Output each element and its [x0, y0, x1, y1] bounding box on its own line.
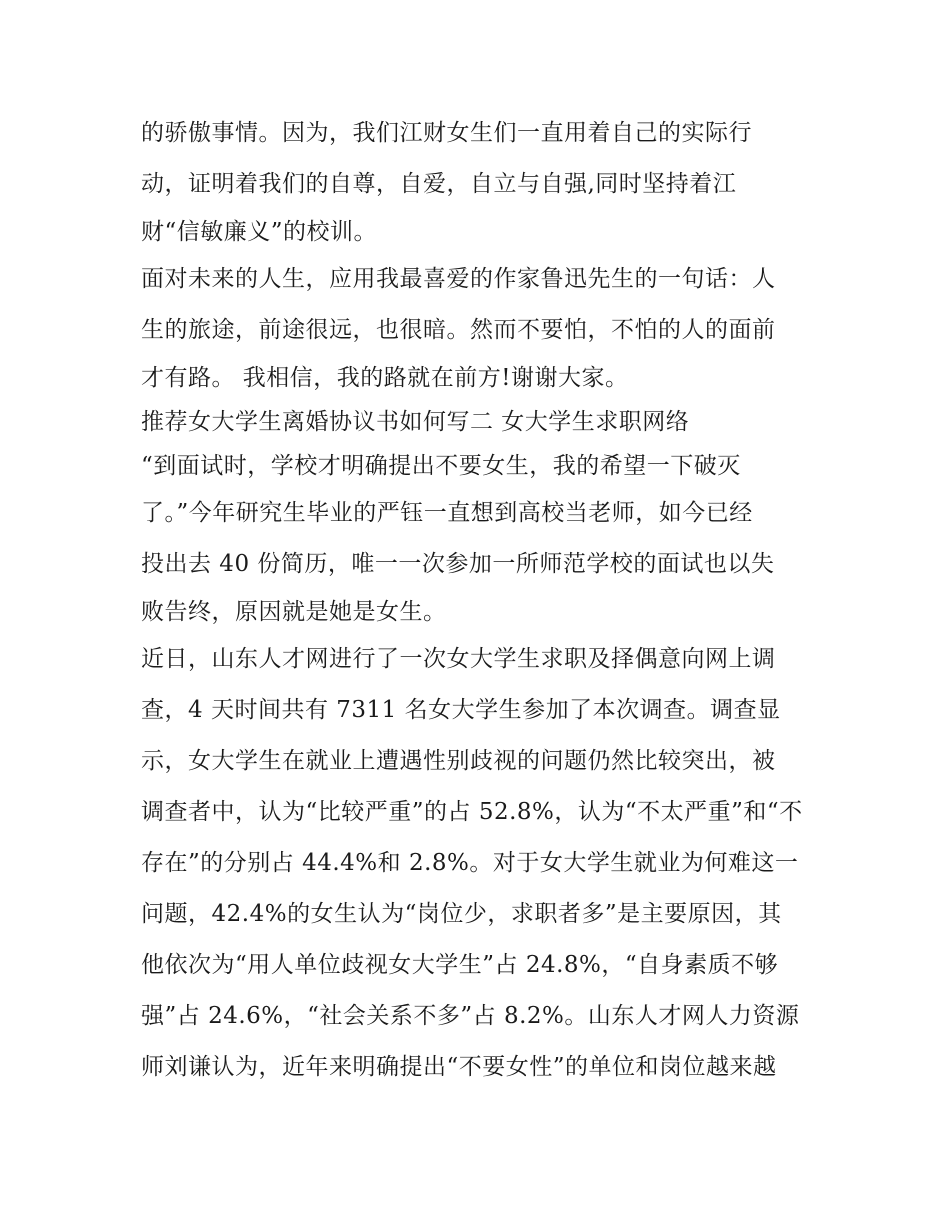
- text-line-6: 才有路。 我相信，我的路就在前方!谢谢大家。: [141, 365, 629, 391]
- text-line-18: 他依次为“用人单位歧视女大学生”占 24.8%，“自身素质不够: [141, 952, 779, 978]
- text-line-4: 面对未来的人生，应用我最喜爱的作家鲁迅先生的一句话：人: [141, 266, 776, 292]
- text-line-1: 的骄傲事情。因为，我们江财女生们一直用着自己的实际行: [141, 120, 752, 146]
- text-line-11: 败告终，原因就是她是女生。: [141, 599, 447, 625]
- text-line-12: 近日，山东人才网进行了一次女大学生求职及择偶意向网上调: [141, 646, 776, 672]
- text-line-9: 了。”今年研究生毕业的严钰一直想到高校当老师，如今已经: [141, 500, 753, 526]
- text-line-2: 动，证明着我们的自尊，自爱，自立与自强,同时坚持着江: [141, 171, 737, 197]
- text-line-3: 财“信敏廉义”的校训。: [141, 219, 378, 245]
- body-text: [141, 108, 821, 1093]
- text-line-14: 示，女大学生在就业上遭遇性别歧视的问题仍然比较突出，被: [141, 748, 776, 774]
- text-line-19: 强”占 24.6%，“社会关系不多”占 8.2%。山东人才网人力资源: [141, 1003, 800, 1029]
- text-line-10: 投出去 40 份简历，唯一一次参加一所师范学校的面试也以失: [141, 551, 775, 577]
- text-line-5: 生的旅途，前途很远，也很暗。然而不要怕，不怕的人的面前: [141, 317, 776, 343]
- text-line-8: “到面试时，学校才明确提出不要女生，我的希望一下破灭: [141, 453, 741, 479]
- text-line-17: 问题，42.4%的女生认为“岗位少，求职者多”是主要原因，其: [141, 901, 782, 927]
- text-line-7: 推荐女大学生离婚协议书如何写二 女大学生求职网络: [141, 409, 690, 435]
- text-line-15: 调查者中，认为“比较严重”的占 52.8%，认为“不太严重”和“不: [141, 799, 803, 825]
- text-line-16: 存在”的分别占 44.4%和 2.8%。对于女大学生就业为何难这一: [141, 850, 799, 876]
- text-line-13: 查，4 天时间共有 7311 名女大学生参加了本次调查。调查显: [141, 697, 781, 723]
- text-line-20: 师刘谦认为，近年来明确提出“不要女性”的单位和岗位越来越: [141, 1054, 777, 1080]
